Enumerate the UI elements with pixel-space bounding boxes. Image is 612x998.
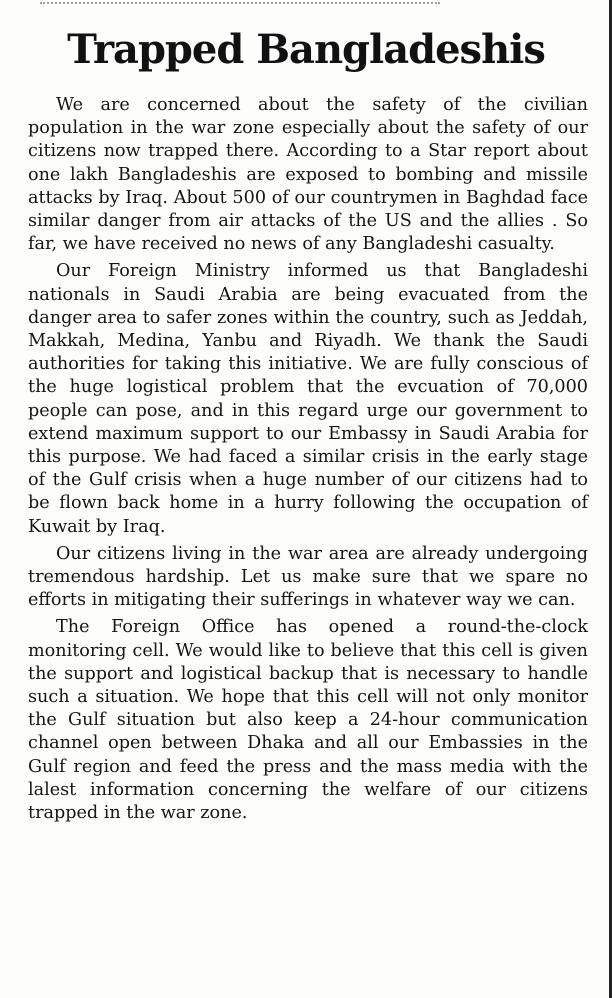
paragraph-2: Our Foreign Ministry informed us that Bangladeshi nationals in Saudi Arabia are being evacuated from the danger area to safer zones within the country, such as Jeddah, Makkah, Medina, Yanbu and Riyadh. We thank the Saudi authorities for taking this initiative. We are fully conscious of the huge logistical problem that the evcuation of 70,000 people can pose, and in this regard urge our government to extend maximum support to our Embassy in Saudi Arabia for this purpose. We had faced a similar crisis in the early stage of the Gulf crisis when a huge number of our citizens had to be flown back home in a hurry following the occupation of Kuwait by Iraq. [28,261,588,537]
paragraph-3: Our citizens living in the war area are already undergoing tremendous hardship. Let us make sure that we spare no efforts in mitigating their sufferings in whatever way we can. [28,543,588,611]
paragraph-4: The Foreign Office has opened a round-the-clock monitoring cell. We would like to believe that this cell is given the support and logistical backup that is necessary to handle such a situation. We hope that this cell will not only monitor the Gulf situation but also keep a 24-hour communication channel open between Dhaka and all our Embassies in the Gulf region and feed the press and the mass media with the lalest information concerning the welfare of our citizens trapped in the war zone. [28,617,588,824]
clipping-top-edge [40,0,440,4]
article-body [28,94,588,829]
headline: Trapped Bangladeshis [67,26,545,73]
paragraph-1: We are concerned about the safety of the civilian population in the war zone especially about the safety of our citizens now trapped there. According to a Star report about one lakh Bangladeshis are exposed to bombing and missile attacks by Iraq. About 500 of our countrymen in Baghdad face similar danger from air attacks of the US and the allies . So far, we have received no news of any Bangladeshi casualty. [28,95,588,255]
